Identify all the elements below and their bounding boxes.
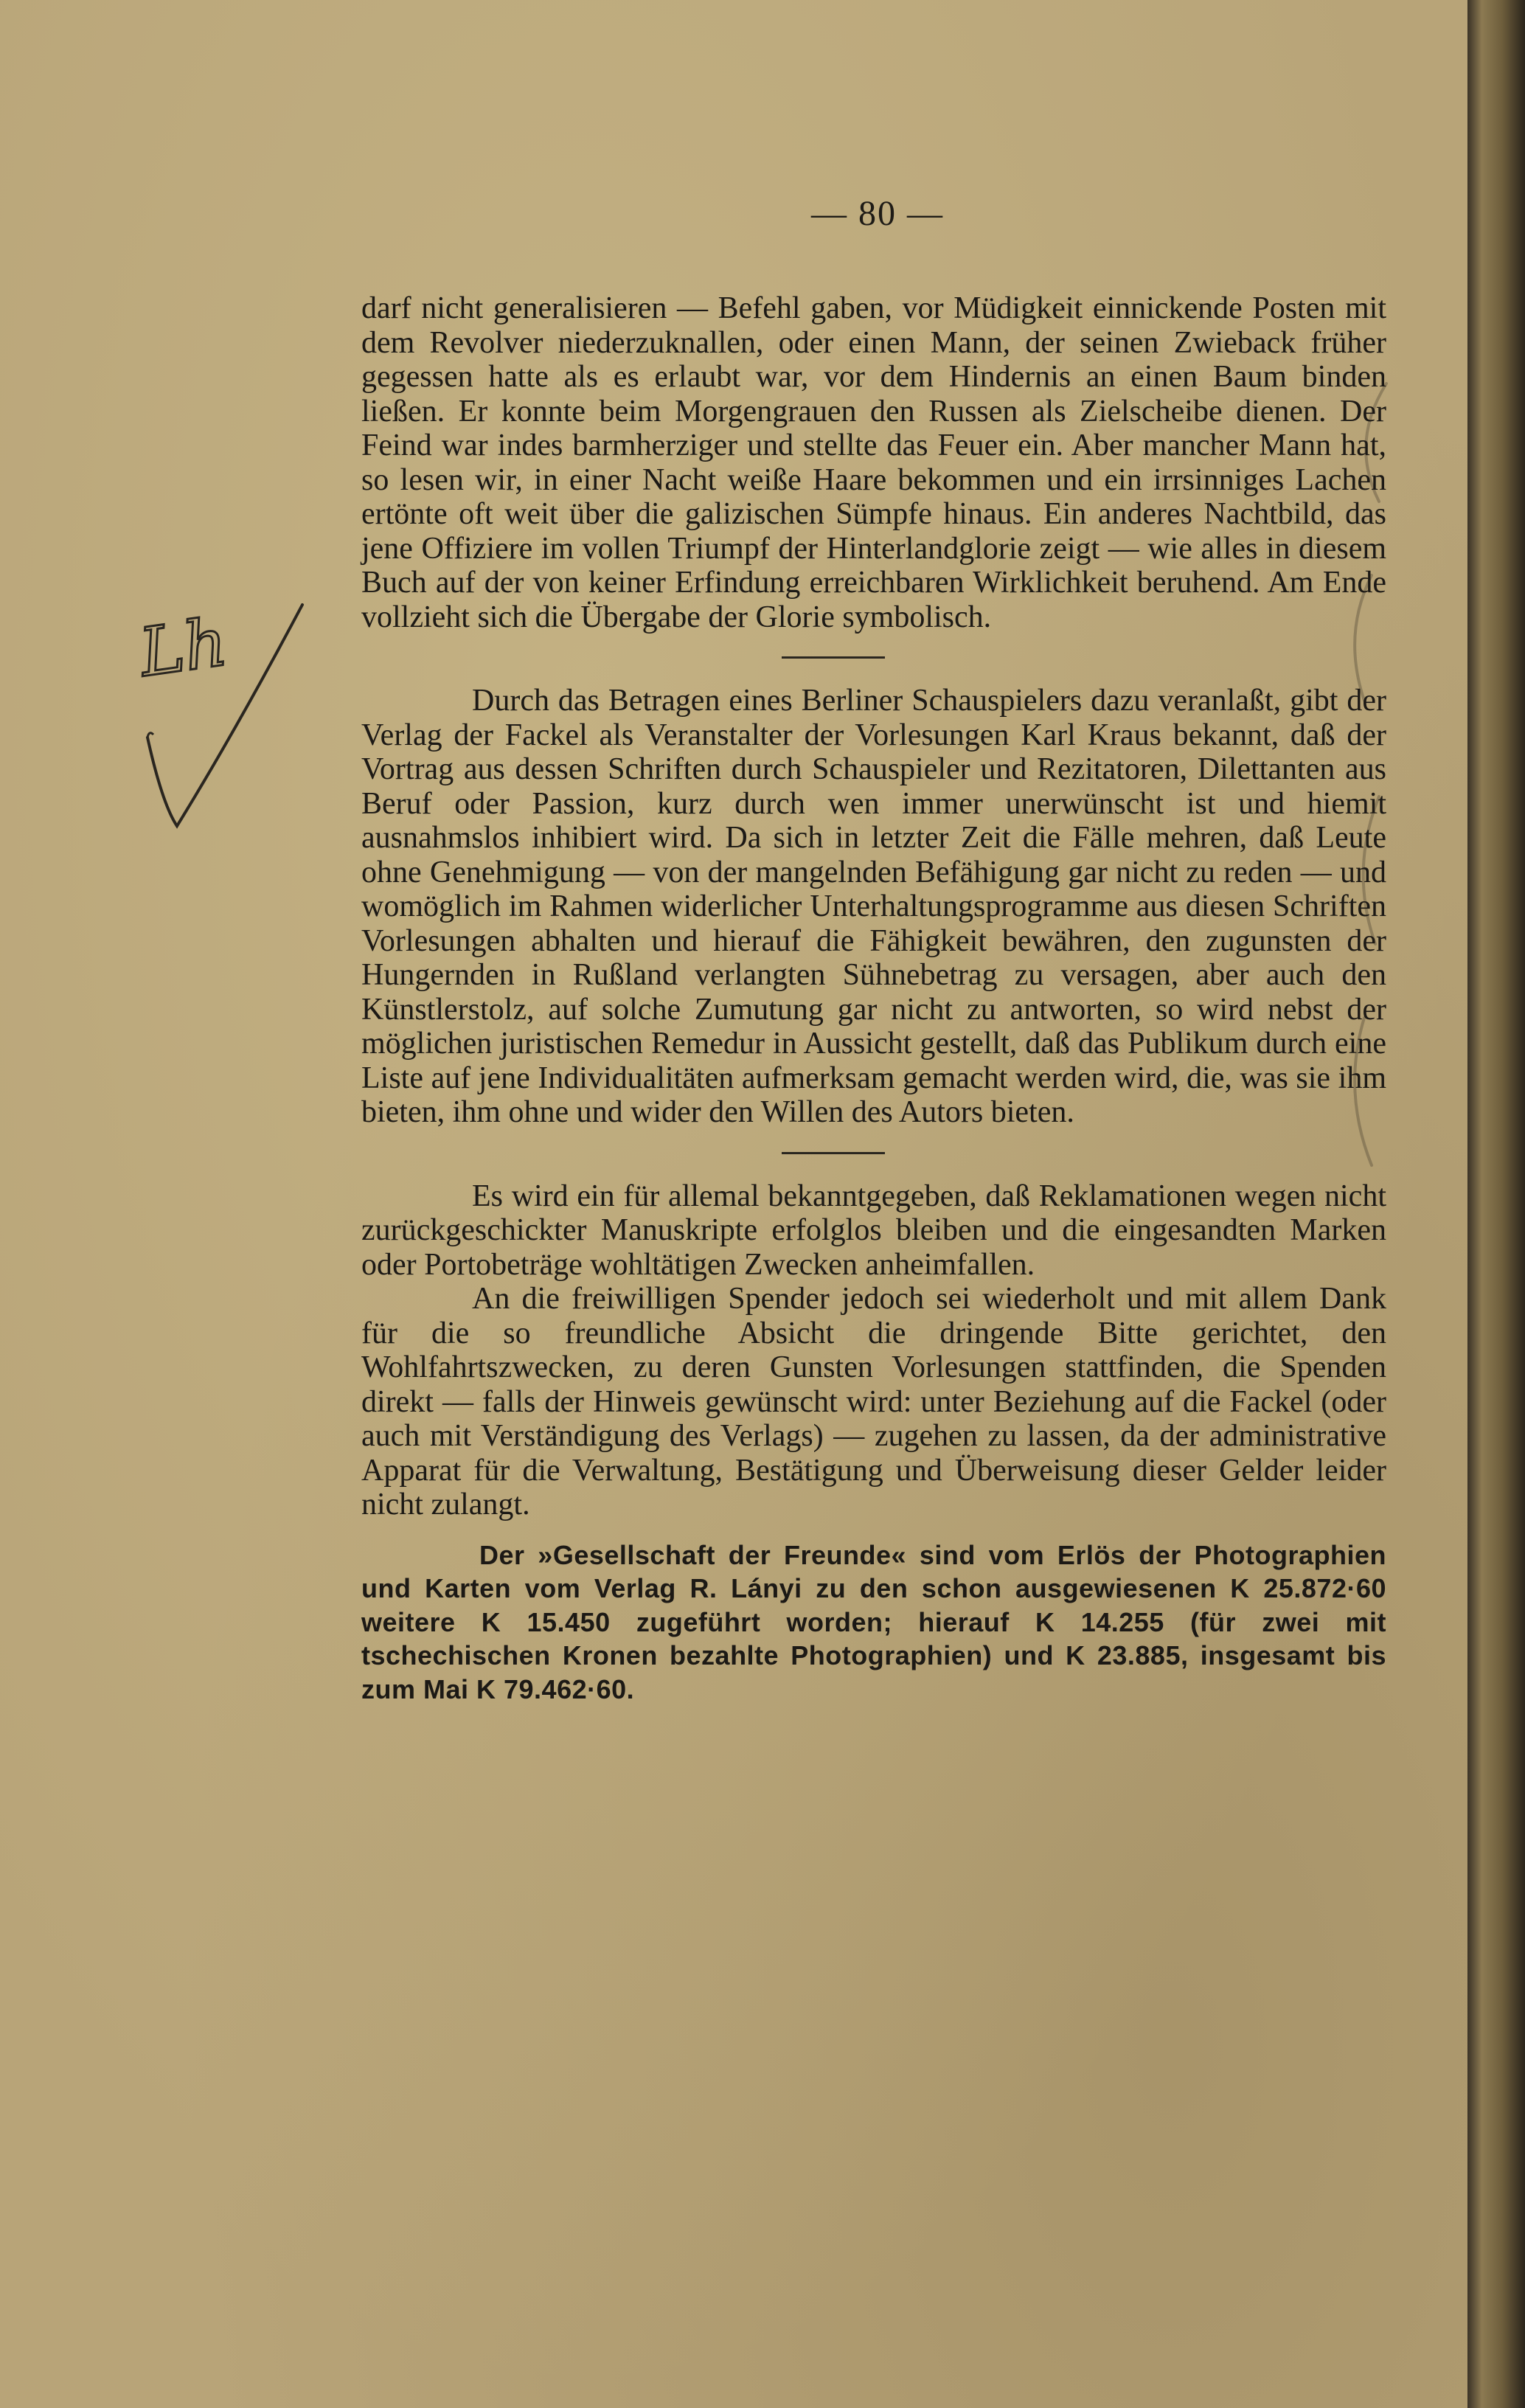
paragraph-war-book-review: darf nicht generalisieren — Befehl gaben, vor Müdigkeit einnickende Posten mit dem Revolver niederzuknallen, oder einen Mann, der seinen Zwieback früher gegessen hatte als es erlaubt war, vor dem Hindernis an einen Baum binden ließen. Er konnte beim Morgengrauen den Russen als Zielscheibe dienen. Der Feind war indes barmherziger und stellte das Feuer ein. Aber mancher Mann hat, so lesen wir, in einer Nacht weiße Haare bekommen und ein irrsinniges Lachen ertönte oft weit über die galizischen Sümpfe hinaus. Ein anderes Nachtbild, das jene Offiziere im vollen Triumpf der Hinterlandglorie zeigt — wie alles in diesem Buch auf der von keiner Erfindung erreichbaren Wirklichkeit beruhend. Am Ende vollzieht sich die Übergabe der Glorie symbolisch.	[361, 291, 1386, 634]
page-body	[361, 291, 1386, 1706]
page-number: — 80 —	[811, 194, 944, 233]
paragraph-manuscripts-notice: Es wird ein für allemal bekanntgegeben, daß Reklamationen wegen nicht zurückgeschickter Manuskripte erfolglos bleiben und die eingesandten Marken oder Portobeträge wohltätigen Zwecken anheimfallen.	[361, 1179, 1386, 1282]
paragraph-reading-prohibition: Durch das Betragen eines Berliner Schauspielers dazu veranlaßt, gibt der Verlag der Fackel als Veranstalter der Vorlesungen Karl Kraus bekannt, daß der Vortrag aus dessen Schriften durch Schauspieler und Rezitatoren, Dilettanten aus Beruf oder Passion, kurz durch wen immer unerwünscht ist und hiemit ausnahmslos inhibiert wird. Da sich in letzter Zeit die Fälle mehren, daß Leute ohne Genehmigung — von der mangelnden Befähigung gar nicht zu reden — und womöglich im Rahmen widerlicher Unterhaltungsprogramme aus diesen Schriften Vorlesungen abhalten und hierauf die Fähigkeit bewähren, den zugunsten der Hungernden in Rußland verlangten Sühnebetrag zu versagen, aber auch den Künstlerstolz, auf solche Zumutung gar nicht zu antworten, so wird nebst der möglichen juristischen Remedur in Aussicht gestellt, daß das Publikum durch eine Liste auf jene Individualitäten aufmerksam gemacht werden wird, die, was sie ihm bieten, ihm ohne und wider den Willen des Autors bieten.	[361, 684, 1386, 1129]
section-divider	[782, 1152, 885, 1154]
binding-edge	[1467, 0, 1525, 2408]
section-divider	[782, 656, 885, 659]
handwritten-checkmark-annotation	[133, 583, 324, 848]
paragraph-donors-request: An die freiwilligen Spender jedoch sei wiederholt und mit allem Dank für die so freundliche Absicht die dringende Bitte gerichtet, den Wohlfahrtszwecken, zu deren Gunsten Vorlesungen stattfinden, die Spenden direkt — falls der Hinweis gewünscht wird: unter Beziehung auf die Fackel (oder auch mit Verständigung des Verlags) — zugehen zu lassen, da der administrative Apparat für die Verwaltung, Bestätigung und Überweisung dieser Gelder leider nicht zulangt.	[361, 1282, 1386, 1522]
footnote-society-of-friends: Der »Gesellschaft der Freunde« sind vom Erlös der Photographien und Karten vom Verlag R. Lányi zu den schon ausgewiesenen K 25.872·60 weitere K 15.450 zugeführt worden; hierauf K 14.255 (für zwei mit tschechischen Kronen bezahlte Photographien) und K 23.885, insgesamt bis zum Mai K 79.462·60.	[361, 1539, 1386, 1704]
margin-initials: Lh	[135, 603, 232, 693]
